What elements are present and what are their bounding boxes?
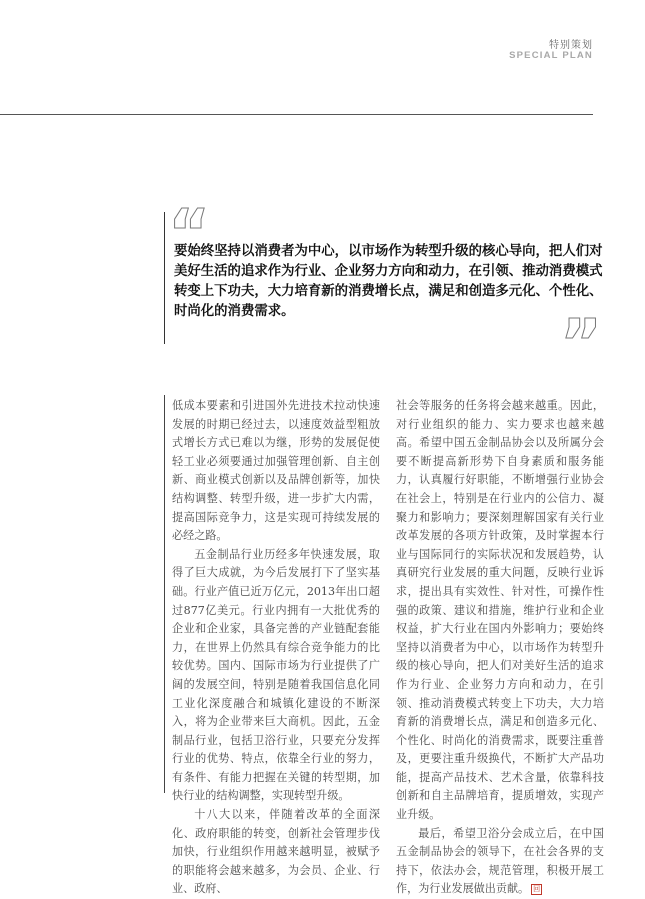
close-quote-icon: ” — [560, 307, 603, 381]
quote-vertical-rule — [164, 212, 165, 344]
header-divider — [0, 114, 593, 115]
paragraph: 低成本要素和引进国外先进技术拉动快速发展的时期已经过去，以速度效益型粗放式增长方式已难以为继，形势的发展促使轻工业必须要通过加强管理创新、自主创新、商业模式创新以及品牌创新等，加快结构调整、转型升级，进一步扩大内需，提高国际竞争力，这是实现可持续发展的必经之路。 — [172, 399, 380, 543]
paragraph-text: 最后，希望卫浴分会成立后，在中国五金制品协会的领导下，在社会各界的支持下，依法办会，规范管理，积极开展工作，为行业发展做出贡献。 — [396, 826, 604, 896]
paragraph: 五金制品行业历经多年快速发展，取得了巨大成就，为今后发展打下了坚实基础。行业产值已近万亿元，2013年出口超过877亿美元。行业内拥有一大批优秀的企业和企业家，具备完善的产业链配套能力，在世界上仍然具有综合竞争能力的比较优势。国内、国际市场为行业提供了广阔的发展空间，特别是随着我国信息化同工业化深度融合和城镇化建设的不断深入，将为企业带来巨大商机。因此，五金制品行业，包括卫浴行业，只要充分发挥行业的优势、特点，依靠全行业的努力，有条件、有能力把握在关键的转型期，加快行业的结构调整，实现转型升级。 — [172, 547, 380, 803]
end-of-article-icon: 回 — [533, 884, 541, 893]
section-title-en: SPECIAL PLAN — [509, 50, 593, 61]
paragraph-last — [396, 825, 604, 899]
paragraph: 十八大以来，伴随着改革的全面深化、政府职能的转变，创新社会管理步伐加快，行业组织作用越来越明显，被赋予的职能将会越来越多，为会员、企业、行业、政府、 — [172, 808, 380, 896]
open-quote-icon: “ — [168, 197, 211, 271]
paragraph: 社会等服务的任务将会越来越重。因此，对行业组织的能力、实力要求也越来越高。希望中国五金制品协会以及所属分会要不断提高新形势下自身素质和服务能力，认真履行好职能，不断增强行业协会在社会上，特别是在行业内的公信力、凝聚力和影响力；要深刻理解国家有关行业改革发展的各项方针政策，及时掌握本行业与国际同行的实际状况和发展趋势，认真研究行业发展的重大问题，反映行业诉求，提出具有实效性、针对性，可操作性强的政策、建议和措施，维护行业和企业权益，扩大行业在国内外影响力；要始终坚持以消费者为中心，以市场作为转型升级的核心导向，把人们对美好生活的追求作为行业、企业努力方向和动力，在引领、推动消费模式转变上下功夫，大力培育新的消费增长点，满足和创造多元化、个性化、时尚化的消费需求，既要注重普及，更要注重升级换代，不断扩大产品功能，提高产品技术、艺术含量，依靠科技创新和自主品牌培育，提质增效，实现产业升级。 — [396, 399, 604, 822]
section-title-zh: 特别策划 — [549, 40, 593, 51]
body-vertical-rule — [164, 395, 165, 793]
pull-quote: 要始终坚持以消费者为中心，以市场作为转型升级的核心导向，把人们对美好生活的追求作为行业、企业努力方向和动力，在引领、推动消费模式转变上下功夫，大力培育新的消费增长点，满足和创造多元化、个性化、时尚化的消费需求。 — [174, 244, 603, 319]
article-column-right — [396, 397, 604, 899]
article-column-left — [172, 397, 380, 899]
